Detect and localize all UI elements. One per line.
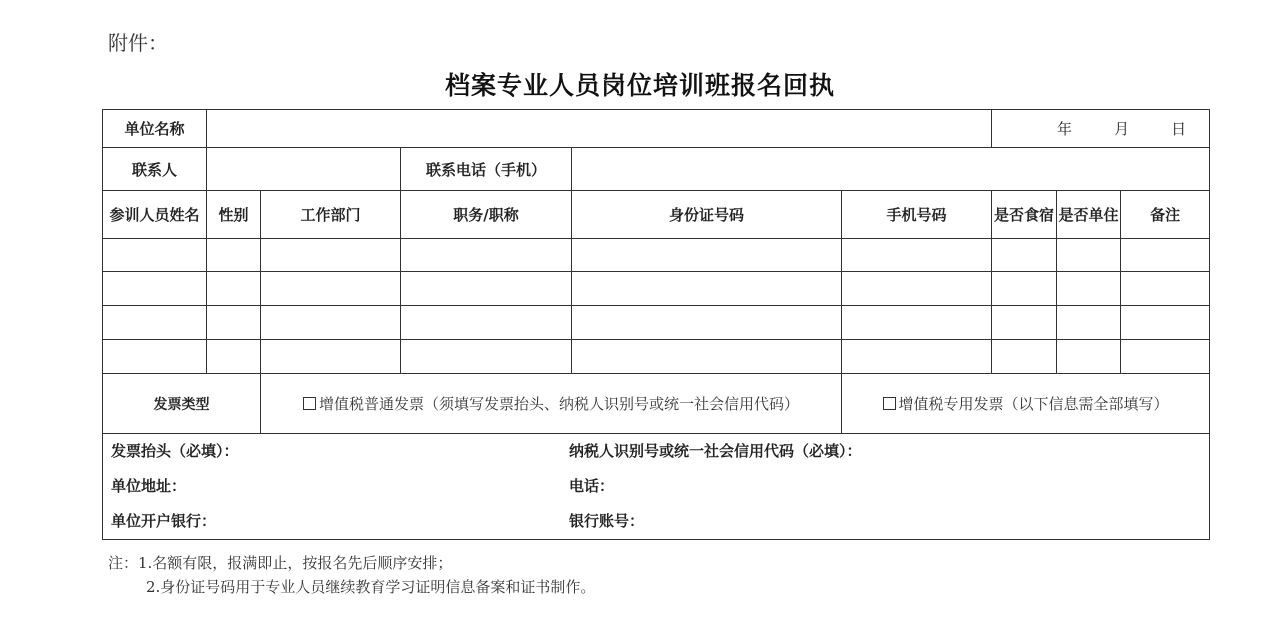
cell[interactable] [103, 340, 207, 374]
general-invoice-checkbox[interactable] [303, 397, 316, 410]
participants-header-row [103, 191, 1210, 239]
header-company-stay: 是否单住 [1057, 191, 1121, 239]
invoice-type-row [103, 374, 1210, 434]
billing-info [103, 434, 1210, 540]
invoice-general-option[interactable] [261, 374, 842, 434]
contact-phone-label: 联系电话（手机） [401, 148, 572, 191]
cell[interactable] [1121, 272, 1210, 306]
header-meal: 是否食宿 [992, 191, 1057, 239]
cell[interactable] [842, 306, 992, 340]
cell[interactable] [401, 239, 572, 272]
note-line-1: 注：1.名额有限，报满即止，按报名先后顺序安排； [108, 554, 453, 572]
table-row [103, 239, 1210, 272]
bank-label: 单位开户银行： [111, 512, 217, 530]
contact-field[interactable] [207, 148, 401, 191]
cell[interactable] [103, 239, 207, 272]
header-department: 工作部门 [261, 191, 401, 239]
cell[interactable] [1057, 239, 1121, 272]
header-id-number: 身份证号码 [572, 191, 842, 239]
cell[interactable] [401, 306, 572, 340]
special-invoice-text: 增值税专用发票（以下信息需全部填写） [898, 394, 1169, 413]
cell[interactable] [572, 306, 842, 340]
cell[interactable] [572, 272, 842, 306]
attachment-label: 附件： [108, 31, 168, 55]
cell[interactable] [261, 272, 401, 306]
cell[interactable] [261, 306, 401, 340]
table-row [103, 272, 1210, 306]
invoice-type-label: 发票类型 [103, 374, 261, 434]
document-title: 档案专业人员岗位培训班报名回执 [444, 71, 835, 100]
unit-name-label: 单位名称 [103, 110, 207, 148]
cell[interactable] [572, 239, 842, 272]
header-gender: 性别 [207, 191, 261, 239]
day-label: 日 [1171, 120, 1187, 138]
contact-phone-field[interactable] [572, 148, 1210, 191]
contact-label: 联系人 [103, 148, 207, 191]
cell[interactable] [207, 239, 261, 272]
cell[interactable] [103, 272, 207, 306]
cell[interactable] [572, 340, 842, 374]
billing-info-row [103, 434, 1210, 540]
header-mobile: 手机号码 [842, 191, 992, 239]
header-remarks: 备注 [1121, 191, 1210, 239]
cell[interactable] [401, 272, 572, 306]
cell[interactable] [207, 340, 261, 374]
cell[interactable] [401, 340, 572, 374]
table-row [103, 340, 1210, 374]
unit-name-row [103, 110, 1210, 148]
phone-label: 电话： [569, 477, 615, 495]
year-label: 年 [1057, 120, 1073, 138]
cell[interactable] [992, 239, 1057, 272]
cell[interactable] [842, 272, 992, 306]
cell[interactable] [1121, 340, 1210, 374]
registration-form-table [102, 109, 1210, 540]
date-field[interactable] [992, 110, 1210, 148]
cell[interactable] [207, 306, 261, 340]
notes [108, 551, 595, 599]
cell[interactable] [261, 239, 401, 272]
cell[interactable] [1057, 340, 1121, 374]
special-invoice-checkbox[interactable] [883, 397, 896, 410]
cell[interactable] [1121, 306, 1210, 340]
cell[interactable] [842, 239, 992, 272]
cell[interactable] [207, 272, 261, 306]
header-position: 职务/职称 [401, 191, 572, 239]
general-invoice-text: 增值税普通发票（须填写发票抬头、纳税人识别号或统一社会信用代码） [318, 394, 799, 413]
contact-row [103, 148, 1210, 191]
cell[interactable] [1057, 272, 1121, 306]
cell[interactable] [261, 340, 401, 374]
invoice-special-option[interactable] [842, 374, 1210, 434]
cell[interactable] [992, 272, 1057, 306]
header-name: 参训人员姓名 [103, 191, 207, 239]
cell[interactable] [992, 340, 1057, 374]
tax-id-label: 纳税人识别号或统一社会信用代码（必填）： [569, 442, 862, 460]
note-line-2: 2.身份证号码用于专业人员继续教育学习证明信息备案和证书制作。 [146, 578, 596, 596]
table-row [103, 306, 1210, 340]
cell[interactable] [1121, 239, 1210, 272]
month-label: 月 [1114, 120, 1130, 138]
account-label: 银行账号： [569, 512, 645, 530]
cell[interactable] [842, 340, 992, 374]
unit-name-field[interactable] [207, 110, 992, 148]
cell[interactable] [1057, 306, 1121, 340]
unit-address-label: 单位地址： [111, 477, 187, 495]
cell[interactable] [103, 306, 207, 340]
invoice-title-label: 发票抬头（必填）： [111, 442, 239, 460]
cell[interactable] [992, 306, 1057, 340]
